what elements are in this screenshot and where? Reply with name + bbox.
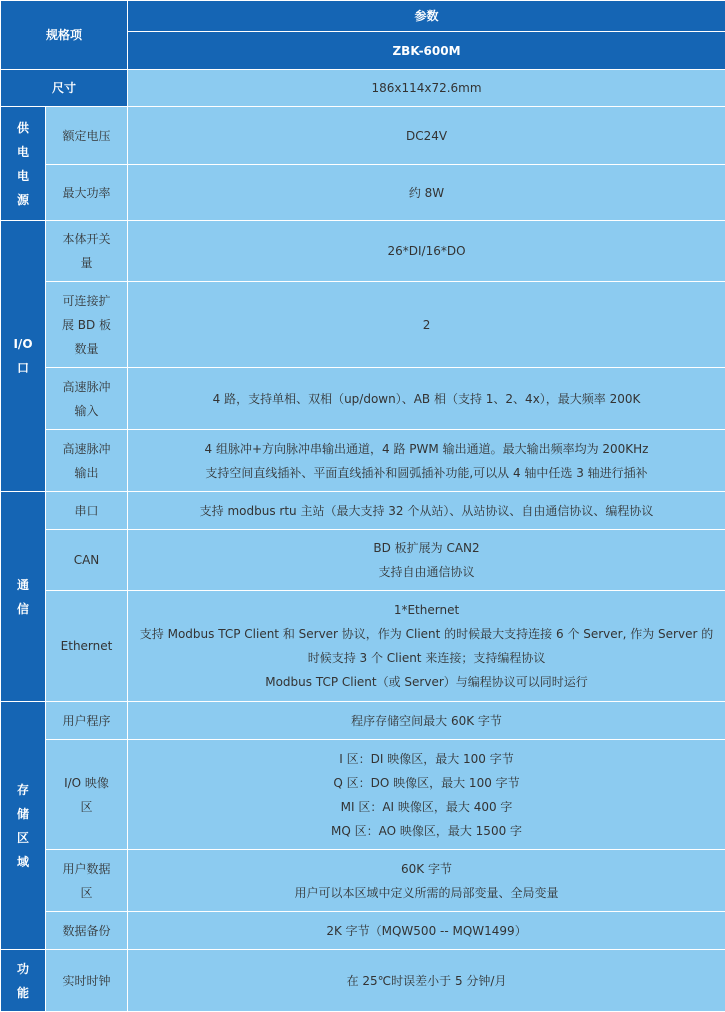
group-io: I/O 口: [1, 221, 46, 492]
can-value: BD 板扩展为 CAN2 支持自由通信协议: [128, 530, 725, 591]
user-data-label: 用户数据 区: [46, 850, 128, 912]
onboard-switch-value: 26*DI/16*DO: [128, 221, 725, 282]
max-power-value: 约 8W: [128, 165, 725, 221]
hs-output-label: 高速脉冲 输出: [46, 430, 128, 492]
rated-voltage-value: DC24V: [128, 107, 725, 165]
bd-boards-value: 2: [128, 282, 725, 368]
data-backup-value: 2K 字节（MQW500 -- MQW1499）: [128, 912, 725, 950]
header-spec-item: 规格项: [1, 1, 128, 70]
group-function: 功 能: [1, 950, 46, 1012]
group-storage: 存 储 区 域: [1, 702, 46, 950]
hs-output-value: 4 组脉冲+方向脉冲串输出通道，4 路 PWM 输出通道。最大输出频率均为 200KHz 支持空间直线插补、平面直线插补和圆弧插补功能,可以从 4 轴中任选 3 轴进行插补: [128, 430, 725, 492]
can-label: CAN: [46, 530, 128, 591]
hs-input-value: 4 路，支持单相、双相（up/down）、AB 相（支持 1、2、4x），最大频率 200K: [128, 368, 725, 430]
onboard-switch-label: 本体开关 量: [46, 221, 128, 282]
ethernet-label: Ethernet: [46, 591, 128, 702]
size-label: 尺寸: [1, 70, 128, 107]
rtc-value: 在 25℃时误差小于 5 分钟/月: [128, 950, 725, 1012]
size-value: 186x114x72.6mm: [128, 70, 725, 107]
header-model: ZBK-600M: [128, 32, 725, 70]
user-program-label: 用户程序: [46, 702, 128, 740]
hs-input-label: 高速脉冲 输入: [46, 368, 128, 430]
user-data-value: 60K 字节 用户可以本区域中定义所需的局部变量、全局变量: [128, 850, 725, 912]
user-program-value: 程序存储空间最大 60K 字节: [128, 702, 725, 740]
max-power-label: 最大功率: [46, 165, 128, 221]
io-image-label: I/O 映像区: [46, 740, 128, 850]
bd-boards-label: 可连接扩 展 BD 板 数量: [46, 282, 128, 368]
ethernet-value: 1*Ethernet 支持 Modbus TCP Client 和 Server 协议，作为 Client 的时候最大支持连接 6 个 Server, 作为 Server 的 时候支持 3 个 Client 来连接；支持编程协议 Modbus TCP Client（或 Server）与编程协议可以同时运行: [128, 591, 725, 702]
serial-value: 支持 modbus rtu 主站（最大支持 32 个从站）、从站协议、自由通信协议、编程协议: [128, 492, 725, 530]
io-image-value: I 区：DI 映像区，最大 100 字节 Q 区：DO 映像区，最大 100 字节 MI 区：AI 映像区，最大 400 字 MQ 区：AO 映像区，最大 1500 字: [128, 740, 725, 850]
rtc-label: 实时时钟: [46, 950, 128, 1012]
serial-label: 串口: [46, 492, 128, 530]
header-param: 参数: [128, 1, 725, 32]
data-backup-label: 数据备份: [46, 912, 128, 950]
group-power: 供 电 电 源: [1, 107, 46, 221]
rated-voltage-label: 额定电压: [46, 107, 128, 165]
group-comm: 通 信: [1, 492, 46, 702]
